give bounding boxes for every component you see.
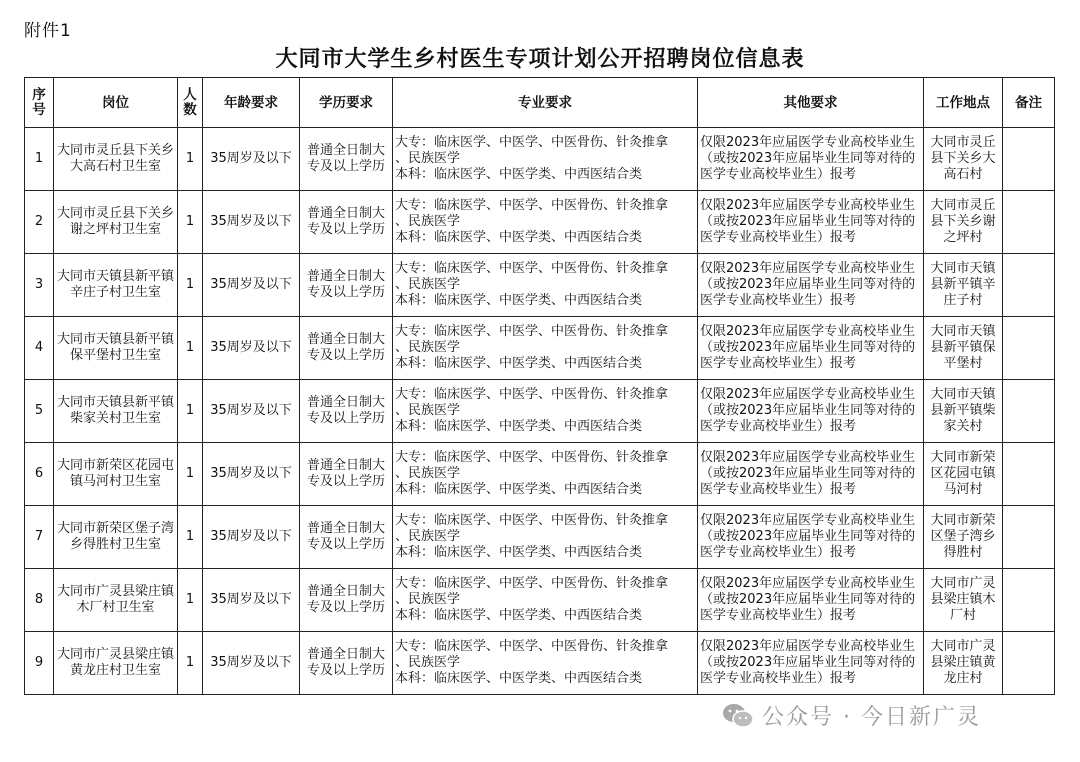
cell-count: 1 (178, 191, 203, 254)
cell-location: 大同市新荣区花园屯镇马河村 (924, 443, 1003, 506)
cell-major (393, 569, 698, 632)
major-line: 本科：临床医学、中医学类、中西医结合类 (395, 671, 643, 686)
major-line: 大专：临床医学、中医学、中医骨伤、针灸推拿 (395, 324, 669, 339)
cell-major (393, 443, 698, 506)
table-row (25, 569, 1055, 632)
cell-major (393, 380, 698, 443)
cell-major (393, 506, 698, 569)
cell-count: 1 (178, 506, 203, 569)
cell-position: 大同市新荣区花园屯镇马河村卫生室 (54, 443, 178, 506)
table-row (25, 317, 1055, 380)
cell-remark (1003, 191, 1055, 254)
major-line: 本科：临床医学、中医学类、中西医结合类 (395, 545, 643, 560)
cell-position: 大同市天镇县新平镇辛庄子村卫生室 (54, 254, 178, 317)
cell-seq: 6 (25, 443, 54, 506)
major-line: 、民族医学 (395, 277, 461, 292)
table-header-row (25, 78, 1055, 128)
major-line: 、民族医学 (395, 529, 461, 544)
cell-age: 35周岁及以下 (203, 506, 300, 569)
cell-count: 1 (178, 128, 203, 191)
major-line: 本科：临床医学、中医学类、中西医结合类 (395, 167, 643, 182)
cell-count: 1 (178, 569, 203, 632)
cell-education: 普通全日制大专及以上学历 (300, 443, 393, 506)
cell-remark (1003, 506, 1055, 569)
cell-position: 大同市新荣区堡子湾乡得胜村卫生室 (54, 506, 178, 569)
cell-location: 大同市天镇县新平镇辛庄子村 (924, 254, 1003, 317)
header-education: 学历要求 (300, 78, 393, 128)
cell-position: 大同市广灵县梁庄镇木厂村卫生室 (54, 569, 178, 632)
cell-age: 35周岁及以下 (203, 254, 300, 317)
cell-education: 普通全日制大专及以上学历 (300, 128, 393, 191)
cell-seq: 8 (25, 569, 54, 632)
major-line: 本科：临床医学、中医学类、中西医结合类 (395, 419, 643, 434)
cell-major (393, 317, 698, 380)
table-row (25, 380, 1055, 443)
cell-other: 仅限2023年应届医学专业高校毕业生（或按2023年应届毕业生同等对待的医学专业高校毕业生）报考 (698, 191, 924, 254)
cell-other: 仅限2023年应届医学专业高校毕业生（或按2023年应届毕业生同等对待的医学专业高校毕业生）报考 (698, 443, 924, 506)
major-line: 、民族医学 (395, 655, 461, 670)
cell-remark (1003, 254, 1055, 317)
cell-seq: 9 (25, 632, 54, 695)
cell-remark (1003, 632, 1055, 695)
cell-age: 35周岁及以下 (203, 128, 300, 191)
major-line: 大专：临床医学、中医学、中医骨伤、针灸推拿 (395, 135, 669, 150)
cell-education: 普通全日制大专及以上学历 (300, 317, 393, 380)
cell-remark (1003, 317, 1055, 380)
cell-other: 仅限2023年应届医学专业高校毕业生（或按2023年应届毕业生同等对待的医学专业高校毕业生）报考 (698, 506, 924, 569)
cell-major (393, 254, 698, 317)
major-line: 大专：临床医学、中医学、中医骨伤、针灸推拿 (395, 387, 669, 402)
cell-age: 35周岁及以下 (203, 569, 300, 632)
major-line: 本科：临床医学、中医学类、中西医结合类 (395, 608, 643, 623)
cell-seq: 3 (25, 254, 54, 317)
cell-location: 大同市天镇县新平镇柴家关村 (924, 380, 1003, 443)
cell-location: 大同市广灵县梁庄镇木厂村 (924, 569, 1003, 632)
header-position: 岗位 (54, 78, 178, 128)
cell-location: 大同市灵丘县下关乡大高石村 (924, 128, 1003, 191)
major-line: 本科：临床医学、中医学类、中西医结合类 (395, 293, 643, 308)
major-line: 大专：临床医学、中医学、中医骨伤、针灸推拿 (395, 261, 669, 276)
cell-count: 1 (178, 632, 203, 695)
cell-seq: 5 (25, 380, 54, 443)
major-line: 大专：临床医学、中医学、中医骨伤、针灸推拿 (395, 198, 669, 213)
cell-education: 普通全日制大专及以上学历 (300, 632, 393, 695)
major-line: 、民族医学 (395, 214, 461, 229)
cell-seq: 1 (25, 128, 54, 191)
table-row (25, 632, 1055, 695)
cell-education: 普通全日制大专及以上学历 (300, 569, 393, 632)
header-seq: 序号 (25, 78, 54, 128)
cell-remark (1003, 128, 1055, 191)
cell-major (393, 191, 698, 254)
wechat-icon (722, 702, 754, 730)
major-line: 大专：临床医学、中医学、中医骨伤、针灸推拿 (395, 639, 669, 654)
header-other: 其他要求 (698, 78, 924, 128)
cell-education: 普通全日制大专及以上学历 (300, 191, 393, 254)
cell-count: 1 (178, 443, 203, 506)
cell-age: 35周岁及以下 (203, 380, 300, 443)
cell-age: 35周岁及以下 (203, 443, 300, 506)
cell-other: 仅限2023年应届医学专业高校毕业生（或按2023年应届毕业生同等对待的医学专业高校毕业生）报考 (698, 128, 924, 191)
cell-age: 35周岁及以下 (203, 191, 300, 254)
watermark (722, 700, 981, 731)
table-row (25, 506, 1055, 569)
watermark-text: 公众号 · 今日新广灵 (762, 705, 981, 730)
cell-position: 大同市天镇县新平镇保平堡村卫生室 (54, 317, 178, 380)
table-row (25, 254, 1055, 317)
header-age: 年龄要求 (203, 78, 300, 128)
table-row (25, 443, 1055, 506)
cell-position: 大同市灵丘县下关乡谢之坪村卫生室 (54, 191, 178, 254)
page-title: 大同市大学生乡村医生专项计划公开招聘岗位信息表 (275, 46, 805, 72)
major-line: 本科：临床医学、中医学类、中西医结合类 (395, 356, 643, 371)
cell-location: 大同市广灵县梁庄镇黄龙庄村 (924, 632, 1003, 695)
cell-position: 大同市灵丘县下关乡大高石村卫生室 (54, 128, 178, 191)
major-line: 、民族医学 (395, 151, 461, 166)
major-line: 本科：临床医学、中医学类、中西医结合类 (395, 230, 643, 245)
cell-education: 普通全日制大专及以上学历 (300, 380, 393, 443)
major-line: 、民族医学 (395, 403, 461, 418)
cell-location: 大同市灵丘县下关乡谢之坪村 (924, 191, 1003, 254)
cell-location: 大同市新荣区堡子湾乡得胜村 (924, 506, 1003, 569)
cell-education: 普通全日制大专及以上学历 (300, 254, 393, 317)
cell-remark (1003, 443, 1055, 506)
cell-age: 35周岁及以下 (203, 317, 300, 380)
cell-count: 1 (178, 317, 203, 380)
cell-seq: 4 (25, 317, 54, 380)
cell-location: 大同市天镇县新平镇保平堡村 (924, 317, 1003, 380)
cell-other: 仅限2023年应届医学专业高校毕业生（或按2023年应届毕业生同等对待的医学专业高校毕业生）报考 (698, 569, 924, 632)
major-line: 大专：临床医学、中医学、中医骨伤、针灸推拿 (395, 576, 669, 591)
header-remark: 备注 (1003, 78, 1055, 128)
major-line: 、民族医学 (395, 340, 461, 355)
attachment-label: 附件1 (24, 21, 72, 41)
cell-education: 普通全日制大专及以上学历 (300, 506, 393, 569)
cell-age: 35周岁及以下 (203, 632, 300, 695)
cell-other: 仅限2023年应届医学专业高校毕业生（或按2023年应届毕业生同等对待的医学专业高校毕业生）报考 (698, 380, 924, 443)
cell-seq: 7 (25, 506, 54, 569)
header-count: 人数 (178, 78, 203, 128)
cell-position: 大同市广灵县梁庄镇黄龙庄村卫生室 (54, 632, 178, 695)
major-line: 本科：临床医学、中医学类、中西医结合类 (395, 482, 643, 497)
cell-remark (1003, 569, 1055, 632)
cell-count: 1 (178, 254, 203, 317)
cell-count: 1 (178, 380, 203, 443)
cell-remark (1003, 380, 1055, 443)
cell-seq: 2 (25, 191, 54, 254)
recruitment-table (24, 77, 1055, 695)
header-major: 专业要求 (393, 78, 698, 128)
table-row (25, 191, 1055, 254)
major-line: 、民族医学 (395, 592, 461, 607)
major-line: 大专：临床医学、中医学、中医骨伤、针灸推拿 (395, 450, 669, 465)
major-line: 、民族医学 (395, 466, 461, 481)
cell-other: 仅限2023年应届医学专业高校毕业生（或按2023年应届毕业生同等对待的医学专业高校毕业生）报考 (698, 632, 924, 695)
table-row (25, 128, 1055, 191)
cell-position: 大同市天镇县新平镇柴家关村卫生室 (54, 380, 178, 443)
cell-other: 仅限2023年应届医学专业高校毕业生（或按2023年应届毕业生同等对待的医学专业高校毕业生）报考 (698, 317, 924, 380)
cell-major (393, 128, 698, 191)
header-location: 工作地点 (924, 78, 1003, 128)
cell-other: 仅限2023年应届医学专业高校毕业生（或按2023年应届毕业生同等对待的医学专业高校毕业生）报考 (698, 254, 924, 317)
cell-major (393, 632, 698, 695)
major-line: 大专：临床医学、中医学、中医骨伤、针灸推拿 (395, 513, 669, 528)
